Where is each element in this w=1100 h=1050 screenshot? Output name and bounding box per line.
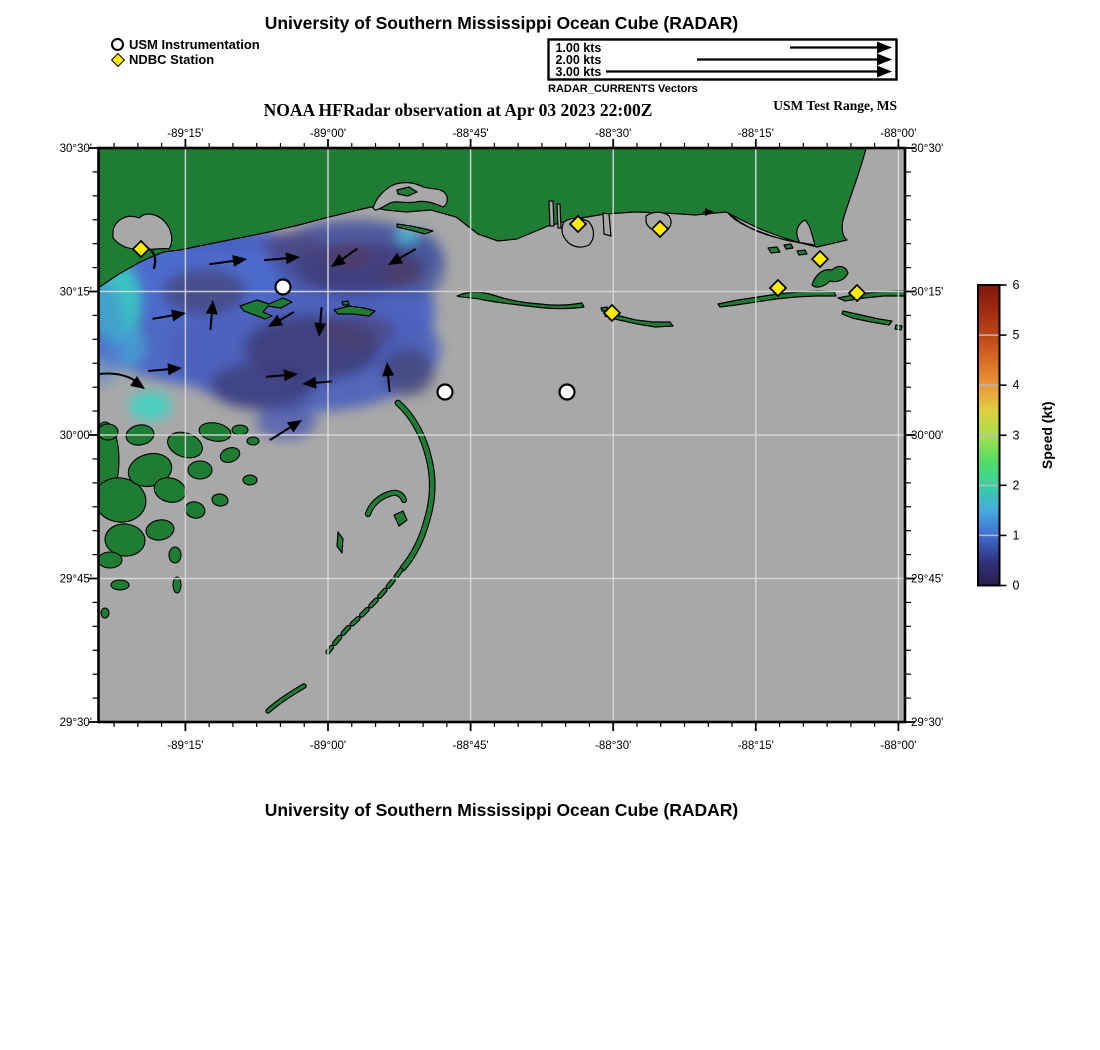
vector-scale-caption: RADAR_CURRENTS Vectors: [548, 83, 698, 95]
legend-label: NDBC Station: [129, 52, 215, 67]
legend-label: USM Instrumentation: [129, 37, 260, 52]
colorbar-tick-label: 5: [1012, 328, 1020, 343]
colorbar-tick-label: 4: [1012, 378, 1020, 393]
x-tick-label-top: -88°00': [880, 128, 917, 140]
y-tick-label-right: 29°45': [911, 573, 944, 586]
usm-instrument-marker: [438, 385, 453, 400]
speed-patch: [256, 405, 316, 439]
x-tick-label-bottom: -88°00': [880, 740, 917, 752]
speed-patch: [210, 362, 314, 410]
ndbc-station-icon: [110, 52, 124, 66]
x-tick-label-top: -89°00': [309, 128, 347, 140]
test-range-label: USM Test Range, MS: [773, 98, 897, 113]
colorbar-tick-label: 2: [1012, 478, 1020, 493]
y-tick-label-right: 30°15': [911, 286, 944, 299]
usm-instrumentation-icon: [111, 38, 124, 51]
x-tick-label-bottom: -88°15': [737, 740, 774, 752]
marsh-island: [101, 608, 109, 618]
y-tick-label-left: 30°30': [59, 143, 92, 155]
x-tick-label-bottom: -88°45': [452, 740, 489, 752]
speed-patch: [320, 314, 396, 350]
page-title: University of Southern Mississippi Ocean Cube (RADAR): [264, 13, 739, 33]
scale-row-label: 1.00 kts: [555, 41, 602, 55]
y-tick-label-left: 29°45': [59, 573, 92, 586]
marsh-island: [173, 577, 181, 593]
marsh-island: [243, 475, 257, 485]
usm-instrument-marker: [276, 280, 291, 295]
pascagoula-channel: [603, 213, 611, 236]
y-tick-label-left: 30°15': [59, 286, 92, 299]
colorbar-label: Speed (kt): [1039, 401, 1055, 470]
marsh-island: [232, 425, 248, 435]
x-tick-label-top: -88°45': [452, 128, 489, 140]
legend-item-usm: [111, 37, 260, 52]
y-tick-label-right: 30°30': [911, 143, 944, 155]
observation-subtitle: NOAA HFRadar observation at Apr 03 2023 22:00Z: [263, 100, 653, 120]
islet: [342, 301, 349, 305]
x-tick-label-bottom: -89°15': [167, 740, 204, 752]
legend: [111, 37, 260, 67]
islet: [768, 247, 780, 253]
scale-row-label: 3.00 kts: [555, 65, 602, 79]
y-tick-label-left: 30°00': [59, 430, 92, 442]
river-channel: [549, 201, 554, 226]
y-tick-label-right: 30°00': [911, 430, 944, 442]
legend-item-ndbc: [111, 52, 260, 67]
x-tick-label-bottom: -89°00': [309, 740, 347, 752]
y-tick-label-right: 29°30': [911, 717, 944, 729]
y-tick-label-left: 29°30': [59, 717, 92, 729]
colorbar-tick-label: 6: [1012, 278, 1020, 292]
marsh-island: [98, 552, 122, 568]
x-tick-label-top: -88°15': [737, 128, 774, 140]
islet: [797, 250, 807, 255]
marsh-island: [98, 424, 118, 440]
marsh-island: [247, 437, 259, 445]
colorbar-tick-label: 0: [1012, 578, 1020, 593]
islet: [784, 244, 793, 249]
x-tick-label-bottom: -88°30': [595, 740, 632, 752]
speed-patch: [129, 391, 171, 421]
colorbar-tick-label: 1: [1012, 528, 1020, 543]
marsh-island: [111, 580, 129, 590]
x-tick-label-top: -88°30': [595, 128, 632, 140]
colorbar-tick-label: 3: [1012, 428, 1020, 443]
scale-row-label: 2.00 kts: [555, 53, 602, 67]
bottom-title: University of Southern Mississippi Ocean Cube (RADAR): [264, 800, 739, 820]
river-channel: [557, 204, 561, 228]
marsh-island: [169, 547, 181, 563]
x-tick-label-top: -89°15': [167, 128, 204, 140]
marsh-island: [188, 461, 212, 479]
usm-instrument-marker: [560, 385, 575, 400]
